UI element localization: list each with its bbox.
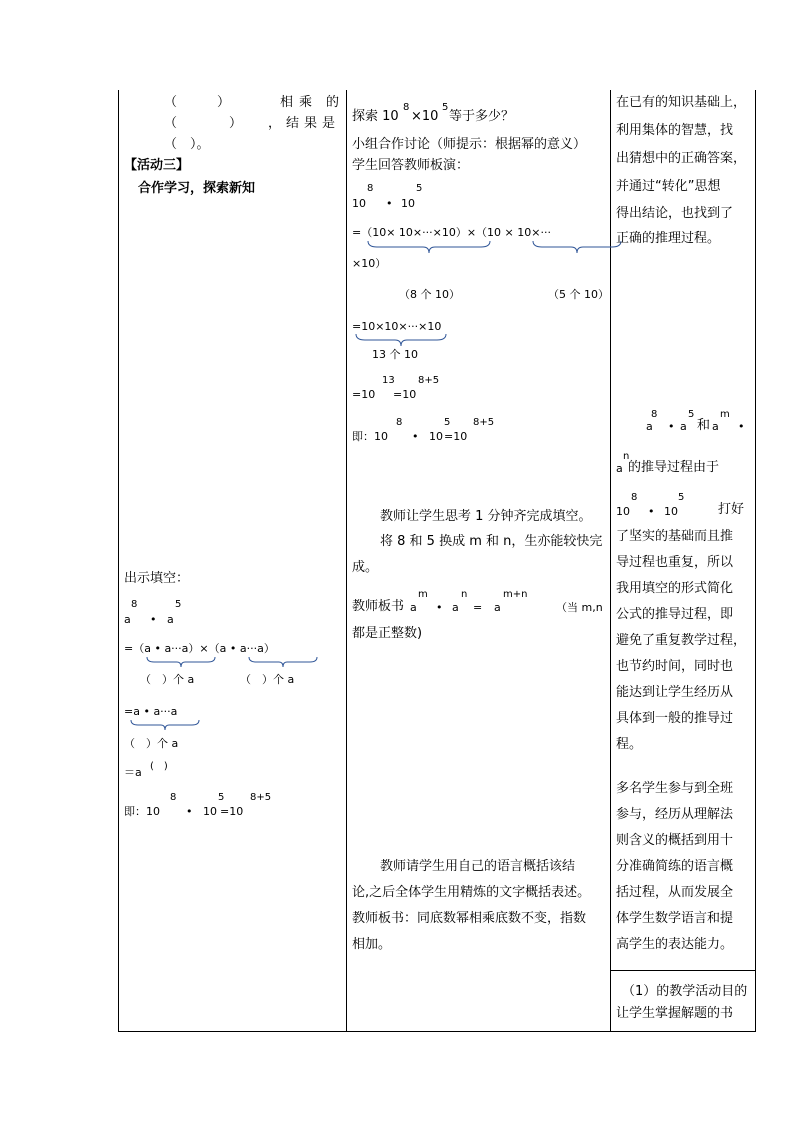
c2-e3: =10×10×···×10 — [352, 320, 442, 333]
c1-f2-label1: （ ）个 a — [140, 673, 195, 686]
c1-f3-label: （ ）个 a — [124, 737, 179, 750]
c2-p3-prefix: 教师板书 — [352, 599, 405, 614]
c2-group-discussion: 小组合作讨论（师提示：根据幂的意义） — [352, 137, 587, 152]
table-row-line-right — [610, 970, 756, 971]
c3-l1-2: 出猜想中的正确答案， — [616, 151, 747, 166]
table-divider-1 — [346, 90, 347, 1031]
c1-f3-brace — [130, 719, 200, 731]
c2-e2-label2: （5 个 10） — [548, 288, 609, 301]
c2-p2a: 将 8 和 5 换成 m 和 n，生亦能较快完 — [380, 534, 603, 549]
c1-f1-base2: a — [167, 613, 174, 626]
c2-e5-exp3: 8+5 — [473, 417, 495, 428]
c1-f5-exp3: 8+5 — [250, 792, 272, 803]
c1-f1-exp1: 8 — [131, 599, 138, 610]
c2-e4-a: =10 — [352, 388, 376, 401]
c1-f4-exp: ( ) — [150, 761, 168, 772]
c2-e2-brace1 — [367, 240, 491, 254]
c3-l4-0: （1）的教学活动目的 — [622, 984, 748, 999]
c2-e2-brace2 — [532, 240, 622, 254]
c2-p4b: 论,之后全体学生用精炼的文字概括表述。 — [352, 885, 591, 900]
c1-f1-dot: • — [150, 613, 157, 626]
c2-e5-exp1: 8 — [396, 417, 403, 428]
c1-f5-eq: =10 — [220, 805, 244, 818]
col1-frag2-close: ） — [229, 116, 243, 131]
c2-p3b: 都是正整数) — [352, 626, 423, 641]
c1-f1-base1: a — [124, 613, 131, 626]
activity-subtitle: 合作学习，探索新知 — [138, 181, 256, 196]
c2-question-exp1: 8 — [403, 102, 410, 113]
c1-f2: =（a • a···a）×（a • a···a） — [124, 642, 275, 655]
c3-l3-1: 参与，经历从理解法 — [616, 807, 734, 822]
c3-l3-4: 括过程，从而发展全 — [616, 885, 734, 900]
c1-f2-brace2 — [248, 656, 318, 668]
c2-e5-b: 10 — [429, 430, 443, 443]
c3-m3-text: 打好 — [718, 502, 745, 517]
c3-l2-8: 程。 — [616, 737, 643, 752]
c2-e4-exp2: 8+5 — [418, 375, 440, 386]
c2-e4-exp1: 13 — [382, 375, 395, 386]
c3-m2-exp: n — [623, 451, 630, 462]
c1-f5-dot: • — [186, 805, 193, 818]
c3-m1-b: a — [680, 420, 687, 433]
c3-m3-exp1: 8 — [631, 492, 638, 503]
col1-frag3: （ ）。 — [164, 137, 210, 152]
c2-p3-exp1: m — [418, 589, 428, 600]
c2-e1-dot: • — [386, 197, 393, 210]
c1-f5-mid: 10 — [203, 805, 217, 818]
c3-l2-5: 也节约时间，同时也 — [616, 659, 734, 674]
c3-m2-a: a — [616, 462, 623, 475]
c3-l1-1: 利用集体的智慧，找 — [616, 123, 734, 138]
c3-m3-dot: • — [648, 505, 655, 518]
c3-m1-exp1: 8 — [651, 409, 658, 420]
c2-e5-dot: • — [412, 430, 419, 443]
c3-l2-2: 我用填空的形式简化 — [616, 581, 734, 596]
c3-l1-5: 正确的推理过程。 — [616, 231, 721, 246]
table-divider-2 — [610, 90, 611, 1031]
c2-p3-c: a — [494, 601, 501, 614]
c2-p3-b: a — [452, 601, 459, 614]
c2-p3-a: a — [410, 601, 417, 614]
c3-l1-4: 得出结论，也找到了 — [616, 206, 734, 221]
col1-frag2-open: （ — [164, 116, 178, 131]
c2-p3-exp2: n — [461, 589, 468, 600]
c2-e5-a: 即：10 — [352, 430, 388, 443]
activity-title: 【活动三】 — [124, 158, 190, 173]
c3-l3-6: 高学生的表达能力。 — [616, 937, 734, 952]
c3-m3-b: 10 — [664, 505, 678, 518]
col1-frag1-open: （ — [164, 95, 178, 110]
c3-m1-dot2: • — [738, 420, 745, 433]
c1-f2-label2: （ ）个 a — [240, 673, 295, 686]
c3-m1-c: a — [712, 420, 719, 433]
c1-f5-exp2: 5 — [218, 792, 225, 803]
c2-e3-label: 13 个 10 — [372, 348, 418, 361]
c3-m1-exp2: 5 — [688, 409, 695, 420]
col1-frag2-text: ，结果是 — [268, 116, 341, 131]
c2-p1: 教师让学生思考 1 分钟齐完成填空。 — [380, 509, 592, 524]
c3-l2-1: 导过程也重复，所以 — [616, 555, 734, 570]
c1-f3: =a • a···a — [124, 705, 178, 718]
col1-frag1-close: ） — [217, 95, 231, 110]
c1-f2-brace1 — [146, 656, 216, 668]
c3-m1-exp3: m — [720, 409, 730, 420]
c2-p4c: 教师板书：同底数幂相乘底数不变，指数 — [352, 911, 587, 926]
c2-p3-eq: = — [473, 601, 483, 614]
c2-question-suffix: 等于多少？ — [449, 109, 515, 124]
c3-l3-0: 多名学生参与到全班 — [616, 781, 734, 796]
c2-student-answer: 学生回答教师板演： — [352, 158, 470, 173]
c2-e2: =（10× 10×···×10）×（10 × 10×··· — [352, 226, 551, 239]
c2-p4a: 教师请学生用自己的语言概括该结 — [380, 859, 576, 874]
c3-l2-4: 避免了重复教学过程， — [616, 633, 747, 648]
c2-e2b: ×10） — [352, 257, 387, 270]
c2-e2-label1: （8 个 10） — [399, 288, 460, 301]
c2-question-prefix: 探索 10 — [352, 109, 399, 124]
c2-e1-exp1: 8 — [367, 183, 374, 194]
c3-l3-2: 则含义的概括到用十 — [616, 833, 734, 848]
table-border-left — [118, 90, 119, 1031]
c3-l4-1: 让学生掌握解题的书 — [616, 1006, 734, 1021]
table-border-right — [755, 90, 756, 1031]
c2-e5-exp2: 5 — [444, 417, 451, 428]
c3-m3-exp2: 5 — [678, 492, 685, 503]
c3-l1-0: 在已有的知识基础上， — [616, 95, 747, 110]
show-fill-label: 出示填空： — [124, 571, 190, 586]
c2-e1-exp2: 5 — [416, 183, 423, 194]
c2-e4-eq: =10 — [393, 388, 417, 401]
c2-p4d: 相加。 — [352, 937, 392, 952]
c3-l2-6: 能达到让学生经历从 — [616, 685, 734, 700]
c2-p2b: 成。 — [352, 560, 379, 575]
c3-l3-5: 体学生数学语言和提 — [616, 911, 734, 926]
c1-f4-base: ＝a — [124, 766, 142, 779]
c1-f5-exp1: 8 — [170, 792, 177, 803]
c1-f1-exp2: 5 — [175, 599, 182, 610]
c1-f5-prefix: 即：10 — [124, 805, 160, 818]
c2-question-exp2: 5 — [442, 102, 449, 113]
c3-m1-a: a — [646, 420, 653, 433]
col1-frag1-text: 相乘 — [280, 95, 319, 110]
c3-l1-3: 并通过“转化”思想 — [616, 179, 721, 194]
c2-e1-a: 10 — [352, 197, 366, 210]
c3-m2-text: 的推导过程由于 — [628, 460, 720, 475]
c2-e3-brace — [355, 333, 447, 347]
c2-e5-eq: =10 — [444, 430, 468, 443]
c3-l2-0: 了坚实的基础而且推 — [616, 529, 734, 544]
c2-p3-dot: • — [436, 601, 443, 614]
col1-frag1-de: 的 — [326, 95, 340, 110]
table-border-bottom — [118, 1031, 756, 1032]
c2-p3-note: （当 m,n — [556, 601, 603, 614]
c3-l2-7: 具体到一般的推导过 — [616, 711, 734, 726]
c3-l3-3: 分准确简练的语言概 — [616, 859, 734, 874]
c2-p3-exp3: m+n — [503, 589, 528, 600]
c2-question-times: ×10 — [411, 109, 439, 124]
c2-e1-b: 10 — [401, 197, 415, 210]
c3-l2-3: 公式的推导过程，即 — [616, 607, 734, 622]
c3-m1-and: 和 — [697, 418, 711, 433]
c3-m1-dot: • — [668, 420, 675, 433]
c3-m3-a: 10 — [616, 505, 630, 518]
